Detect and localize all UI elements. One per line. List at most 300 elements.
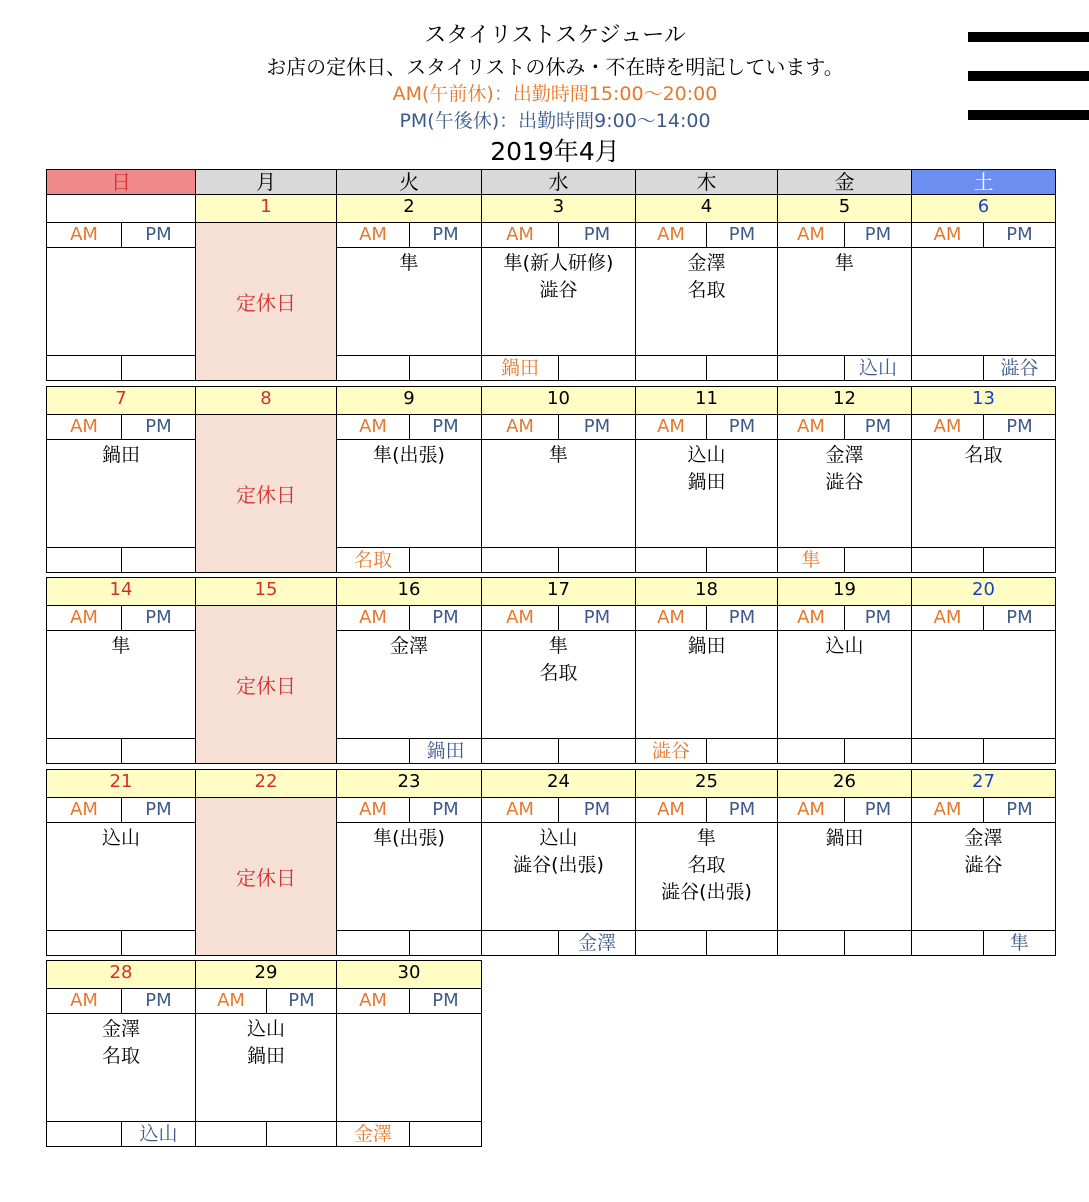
pm-absence-cell: [121, 547, 196, 573]
pm-absence-cell: [844, 547, 912, 573]
schedule-cell[interactable]: [635, 630, 778, 739]
date-number: 21: [109, 771, 133, 792]
am-absence-cell: [481, 930, 559, 956]
am-header: [481, 605, 559, 631]
pm-absence-cell: [409, 930, 482, 956]
staff-name: 金澤: [687, 252, 726, 274]
am-absence-name: 鍋田: [500, 357, 539, 379]
pm-absence-cell: [706, 738, 778, 764]
am-absence-cell: [481, 547, 559, 573]
am-header: [481, 797, 559, 823]
am-label: AM: [933, 224, 962, 245]
pm-label: PM: [145, 607, 172, 628]
pm-absence-cell: [844, 930, 912, 956]
pm-label: PM: [1006, 607, 1033, 628]
am-absence-cell: [481, 355, 559, 381]
pm-absence-cell: [706, 355, 778, 381]
pm-header: [409, 414, 482, 440]
am-absence-cell: [336, 355, 410, 381]
date-number: 15: [254, 579, 278, 600]
pm-label: PM: [864, 607, 892, 628]
am-label: AM: [797, 416, 825, 437]
pm-label: PM: [145, 990, 172, 1011]
pm-absence-cell: [409, 1121, 482, 1147]
date-number: 2: [403, 196, 415, 217]
am-header: [46, 797, 122, 823]
staff-name: 金澤: [101, 1018, 140, 1040]
date-cell[interactable]: [481, 769, 636, 798]
am-header: [195, 988, 267, 1014]
pm-note: PM(午後休)：出勤時間9:00〜14:00: [399, 110, 711, 132]
pm-header: [983, 414, 1056, 440]
schedule-cell[interactable]: [481, 630, 636, 739]
date-cell[interactable]: [635, 577, 778, 606]
date-number: 22: [254, 771, 278, 792]
am-absence-cell: [195, 1121, 267, 1147]
date-cell[interactable]: [46, 769, 196, 798]
schedule-cell[interactable]: [481, 247, 636, 356]
staff-name: 鍋田: [825, 827, 864, 849]
staff-name: 名取: [687, 854, 726, 876]
am-header: [911, 414, 984, 440]
date-cell[interactable]: [777, 386, 912, 415]
date-number: 8: [260, 388, 272, 409]
date-cell[interactable]: [336, 577, 482, 606]
am-header: [635, 414, 707, 440]
am-header: [481, 414, 559, 440]
pm-label: PM: [583, 607, 611, 628]
pm-absence-cell: [409, 738, 482, 764]
weekday-label: 月: [256, 170, 276, 194]
pm-header: [121, 414, 196, 440]
staff-name: 鍋田: [687, 635, 726, 657]
date-cell[interactable]: [336, 386, 482, 415]
am-absence-name: 隼: [801, 549, 821, 571]
date-cell[interactable]: [911, 194, 1056, 223]
weekday-label: 水: [548, 170, 569, 194]
pm-absence-name: 金澤: [577, 932, 616, 954]
am-header: [777, 797, 845, 823]
date-number: 25: [695, 771, 718, 792]
pm-header: [558, 797, 636, 823]
am-label: AM: [657, 224, 685, 245]
date-cell[interactable]: [777, 577, 912, 606]
pm-label: PM: [728, 224, 756, 245]
pm-absence-cell: [121, 930, 196, 956]
am-header: [46, 414, 122, 440]
weekday-label: 土: [973, 170, 994, 194]
am-absence-cell: [777, 355, 845, 381]
closed-day-cell: [195, 797, 337, 956]
date-cell[interactable]: [195, 577, 337, 606]
am-absence-cell: [46, 547, 122, 573]
pm-label: PM: [432, 799, 459, 820]
staff-name: 澁谷(出張): [513, 854, 604, 876]
pm-label: PM: [1006, 799, 1033, 820]
schedule-cell[interactable]: [635, 822, 778, 931]
date-number: 12: [833, 388, 856, 409]
pm-absence-cell: [983, 930, 1056, 956]
date-number: 1: [260, 196, 272, 217]
date-cell[interactable]: [336, 194, 482, 223]
pm-absence-cell: [558, 738, 636, 764]
pm-absence-cell: [558, 355, 636, 381]
date-cell[interactable]: [911, 386, 1056, 415]
date-cell[interactable]: [911, 769, 1056, 798]
schedule-cell[interactable]: [635, 247, 778, 356]
am-label: AM: [359, 607, 387, 628]
date-cell[interactable]: [336, 769, 482, 798]
date-number: 7: [115, 388, 127, 409]
schedule-cell[interactable]: [46, 247, 196, 356]
date-number: 14: [109, 579, 133, 600]
pm-label: PM: [145, 799, 172, 820]
staff-name: 鍋田: [246, 1045, 285, 1067]
am-absence-name: 名取: [353, 549, 392, 571]
am-absence-cell: [777, 738, 845, 764]
am-label: AM: [359, 990, 387, 1011]
weekday-header-2: [336, 169, 482, 195]
pm-absence-name: 澁谷: [1000, 357, 1039, 379]
am-label: AM: [506, 607, 534, 628]
am-header: [777, 222, 845, 248]
date-number: 3: [552, 196, 565, 217]
staff-name: 澁谷: [825, 471, 864, 493]
pm-header: [121, 605, 196, 631]
am-absence-cell: [481, 738, 559, 764]
am-absence-cell: [911, 930, 984, 956]
pm-header: [983, 222, 1056, 248]
schedule-cell[interactable]: [46, 630, 196, 739]
am-label: AM: [359, 224, 387, 245]
pm-absence-cell: [121, 355, 196, 381]
pm-header: [409, 797, 482, 823]
pm-header: [844, 797, 912, 823]
staff-name: 隼(新人研修): [503, 252, 614, 274]
date-cell[interactable]: [46, 960, 196, 989]
am-absence-cell: [635, 355, 707, 381]
staff-name: 名取: [687, 279, 726, 301]
staff-name: 金澤: [825, 444, 864, 466]
weekday-label: 日: [111, 170, 131, 194]
am-header: [46, 605, 122, 631]
pm-label: PM: [728, 799, 756, 820]
date-number: 9: [403, 388, 415, 409]
pm-header: [706, 797, 778, 823]
am-label: AM: [657, 607, 685, 628]
pm-label: PM: [1006, 416, 1033, 437]
pm-label: PM: [145, 224, 172, 245]
am-label: AM: [506, 416, 534, 437]
am-absence-cell: [777, 547, 845, 573]
weekday-label: 木: [696, 170, 717, 194]
date-number: 24: [547, 771, 570, 792]
pm-header: [844, 605, 912, 631]
schedule-cell[interactable]: [336, 247, 482, 356]
schedule-cell[interactable]: [336, 822, 482, 931]
am-absence-cell: [635, 930, 707, 956]
pm-header: [409, 605, 482, 631]
schedule-cell[interactable]: [777, 439, 912, 548]
pm-header: [409, 222, 482, 248]
pm-absence-cell: [121, 1121, 196, 1147]
pm-label: PM: [432, 224, 459, 245]
date-cell[interactable]: [195, 769, 337, 798]
pm-absence-cell: [558, 930, 636, 956]
staff-name: 鍋田: [687, 471, 726, 493]
closed-day-label: 定休日: [236, 291, 296, 315]
date-number: 18: [695, 579, 718, 600]
date-cell[interactable]: [911, 577, 1056, 606]
staff-name: 隼: [548, 635, 568, 657]
closed-day-label: 定休日: [236, 674, 296, 698]
date-cell[interactable]: [195, 194, 337, 223]
am-header: [336, 797, 410, 823]
schedule-cell[interactable]: [336, 439, 482, 548]
staff-name: 込山: [687, 444, 726, 466]
date-number: 13: [972, 388, 995, 409]
date-number: 23: [397, 771, 421, 792]
am-header: [911, 222, 984, 248]
schedule-cell[interactable]: [46, 1013, 196, 1122]
date-cell[interactable]: [777, 769, 912, 798]
weekday-header-1: [195, 169, 337, 195]
closed-day-label: 定休日: [236, 483, 296, 507]
pm-header: [983, 797, 1056, 823]
pm-header: [844, 414, 912, 440]
am-header: [635, 222, 707, 248]
staff-name: 澁谷(出張): [661, 881, 752, 903]
pm-header: [558, 222, 636, 248]
am-label: AM: [657, 799, 685, 820]
schedule-cell[interactable]: [195, 1013, 337, 1122]
weekday-header-3: [481, 169, 636, 195]
schedule-cell[interactable]: [911, 822, 1056, 931]
pm-label: PM: [583, 416, 611, 437]
weekday-header-6: [911, 169, 1056, 195]
pm-absence-cell: [844, 355, 912, 381]
pm-absence-cell: [409, 355, 482, 381]
am-header: [336, 222, 410, 248]
date-number: 4: [700, 196, 713, 217]
pm-absence-cell: [706, 547, 778, 573]
pm-absence-name: 込山: [858, 357, 897, 379]
staff-name: 込山: [825, 635, 864, 657]
date-cell[interactable]: [481, 577, 636, 606]
am-absence-cell: [336, 738, 410, 764]
date-number: 26: [833, 771, 856, 792]
am-absence-cell: [336, 1121, 410, 1147]
staff-name: 隼: [111, 635, 131, 657]
date-cell[interactable]: [635, 194, 778, 223]
schedule-cell[interactable]: [777, 630, 912, 739]
date-cell[interactable]: [195, 960, 337, 989]
am-label: AM: [657, 416, 685, 437]
pm-label: PM: [432, 990, 459, 1011]
pm-absence-cell: [983, 355, 1056, 381]
pm-absence-cell: [844, 738, 912, 764]
page-title: スタイリストスケジュール: [424, 23, 686, 48]
am-header: [46, 222, 122, 248]
schedule-cell[interactable]: [911, 247, 1056, 356]
pm-header: [121, 222, 196, 248]
pm-label: PM: [432, 607, 459, 628]
am-label: AM: [359, 799, 387, 820]
date-cell[interactable]: [635, 386, 778, 415]
am-label: AM: [506, 799, 534, 820]
date-number: 10: [547, 388, 570, 409]
am-label: AM: [70, 224, 98, 245]
am-header: [911, 797, 984, 823]
am-absence-cell: [635, 738, 707, 764]
date-number: 19: [833, 579, 856, 600]
schedule-cell[interactable]: [911, 630, 1056, 739]
date-cell[interactable]: [635, 769, 778, 798]
staff-name: 隼: [548, 444, 568, 466]
pm-absence-cell: [983, 547, 1056, 573]
pm-header: [844, 222, 912, 248]
closed-day-cell: [195, 414, 337, 573]
pm-header: [983, 605, 1056, 631]
am-header: [336, 605, 410, 631]
am-absence-cell: [46, 355, 122, 381]
date-number: 5: [838, 196, 851, 217]
date-cell[interactable]: [777, 194, 912, 223]
pm-absence-name: 鍋田: [426, 740, 465, 762]
am-header: [777, 605, 845, 631]
schedule-cell[interactable]: [777, 822, 912, 931]
schedule-cell[interactable]: [46, 822, 196, 931]
am-label: AM: [217, 990, 245, 1011]
date-number: 16: [397, 579, 421, 600]
schedule-cell[interactable]: [635, 439, 778, 548]
date-cell[interactable]: [46, 386, 196, 415]
pm-label: PM: [145, 416, 172, 437]
am-absence-name: 澁谷: [651, 740, 690, 762]
pm-header: [266, 988, 337, 1014]
pm-header: [558, 414, 636, 440]
schedule-cell[interactable]: [481, 439, 636, 548]
am-absence-cell: [911, 355, 984, 381]
am-absence-cell: [911, 738, 984, 764]
date-number: 6: [977, 196, 990, 217]
date-cell[interactable]: [481, 386, 636, 415]
am-label: AM: [933, 607, 962, 628]
schedule-cell[interactable]: [777, 247, 912, 356]
am-label: AM: [70, 990, 98, 1011]
staff-name: 名取: [101, 1045, 140, 1067]
date-number: 30: [397, 962, 421, 983]
date-cell[interactable]: [195, 386, 337, 415]
schedule-cell[interactable]: [46, 439, 196, 548]
am-header: [635, 797, 707, 823]
pm-absence-name: 隼: [1009, 932, 1029, 954]
closed-day-label: 定休日: [236, 866, 296, 890]
pm-header: [706, 222, 778, 248]
date-number: 28: [109, 962, 133, 983]
am-absence-cell: [777, 930, 845, 956]
date-number: 17: [547, 579, 570, 600]
date-cell[interactable]: [336, 960, 482, 989]
schedule-cell[interactable]: [336, 630, 482, 739]
page-subtitle: お店の定休日、スタイリストの休み・不在時を明記しています。: [266, 55, 844, 79]
staff-name: 隼: [399, 252, 419, 274]
am-absence-cell: [336, 930, 410, 956]
pm-header: [121, 797, 196, 823]
pm-header: [706, 605, 778, 631]
weekday-label: 金: [834, 170, 855, 194]
am-absence-cell: [635, 547, 707, 573]
pm-absence-cell: [558, 547, 636, 573]
pm-label: PM: [728, 607, 756, 628]
date-cell[interactable]: [481, 194, 636, 223]
staff-name: 澁谷: [539, 279, 578, 301]
am-label: AM: [70, 416, 98, 437]
am-header: [777, 414, 845, 440]
weekday-header-4: [635, 169, 778, 195]
schedule-cell[interactable]: [336, 1013, 482, 1122]
pm-label: PM: [432, 416, 459, 437]
schedule-cell[interactable]: [911, 439, 1056, 548]
pm-label: PM: [583, 799, 611, 820]
pm-label: PM: [583, 224, 611, 245]
staff-name: 鍋田: [101, 444, 140, 466]
am-label: AM: [933, 799, 962, 820]
am-absence-cell: [911, 547, 984, 573]
staff-name: 澁谷: [964, 854, 1003, 876]
staff-name: 込山: [539, 827, 578, 849]
staff-name: 隼: [696, 827, 716, 849]
pm-label: PM: [728, 416, 756, 437]
am-label: AM: [359, 416, 387, 437]
staff-name: 込山: [246, 1018, 285, 1040]
staff-name: 隼(出張): [373, 827, 445, 849]
am-label: AM: [797, 607, 825, 628]
staff-name: 隼(出張): [373, 444, 445, 466]
staff-name: 金澤: [964, 827, 1003, 849]
pm-absence-cell: [706, 930, 778, 956]
am-absence-cell: [46, 738, 122, 764]
am-label: AM: [933, 416, 962, 437]
schedule-cell[interactable]: [481, 822, 636, 931]
closed-day-cell: [195, 605, 337, 764]
am-label: AM: [797, 799, 825, 820]
pm-absence-cell: [409, 547, 482, 573]
staff-name: 隼: [834, 252, 854, 274]
pm-absence-cell: [266, 1121, 337, 1147]
pm-header: [409, 988, 482, 1014]
am-label: AM: [506, 224, 534, 245]
am-header: [911, 605, 984, 631]
pm-label: PM: [288, 990, 315, 1011]
pm-header: [121, 988, 196, 1014]
date-number: 27: [972, 771, 995, 792]
date-cell[interactable]: [46, 194, 196, 223]
pm-header: [558, 605, 636, 631]
am-label: AM: [70, 607, 98, 628]
am-absence-cell: [336, 547, 410, 573]
weekday-header-5: [777, 169, 912, 195]
pm-header: [706, 414, 778, 440]
pm-absence-cell: [121, 738, 196, 764]
am-header: [635, 605, 707, 631]
am-header: [336, 988, 410, 1014]
date-cell[interactable]: [46, 577, 196, 606]
pm-label: PM: [864, 416, 892, 437]
pm-absence-cell: [983, 738, 1056, 764]
staff-name: 込山: [101, 827, 140, 849]
am-label: AM: [70, 799, 98, 820]
